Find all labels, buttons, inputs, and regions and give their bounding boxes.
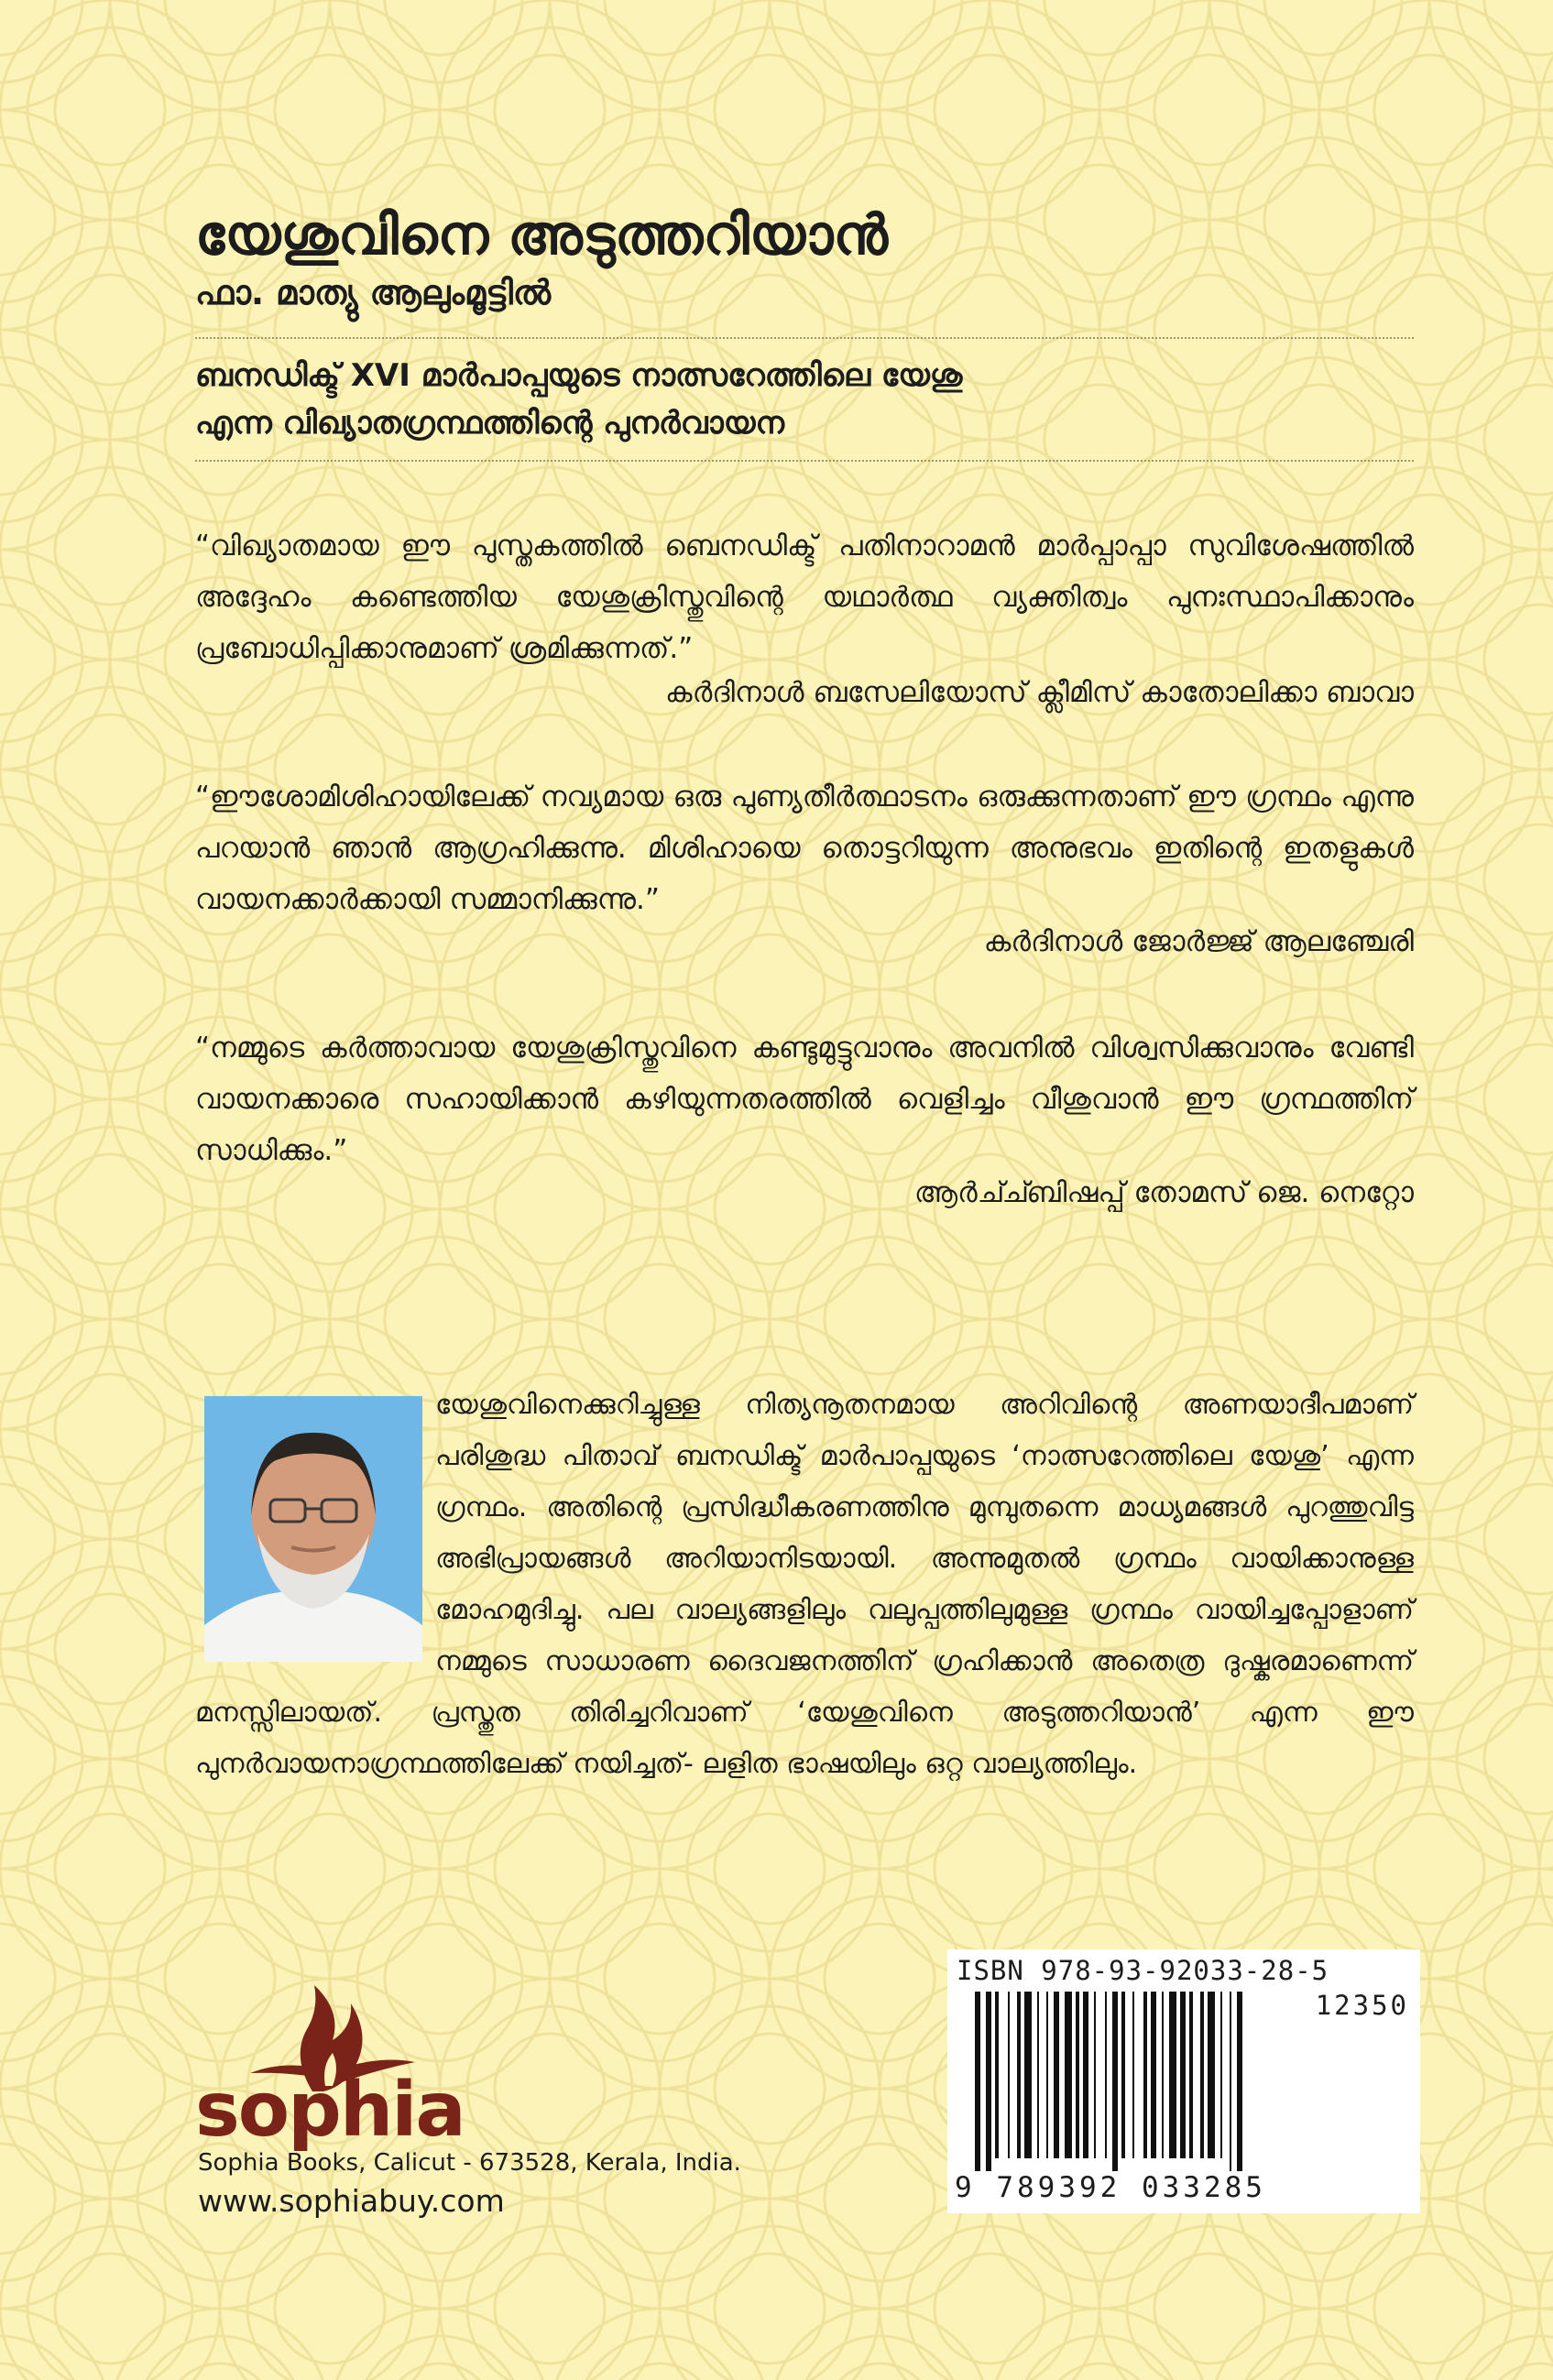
barcode-bar — [1083, 1992, 1088, 2158]
barcode-bar — [1076, 1992, 1079, 2158]
barcode-bar — [1121, 1992, 1125, 2158]
bio-photo-space — [195, 1380, 435, 1687]
quote-2-attribution: കർദിനാൾ ജോർജ്ജ് ആലഞ്ചേരി — [983, 925, 1414, 958]
book-author: ഫാ. മാത്യു ആലുംമൂട്ടിൽ — [195, 273, 552, 312]
barcode-bar — [1037, 1992, 1039, 2158]
publisher-website[interactable]: www.sophiabuy.com — [198, 2183, 505, 2219]
quote-3-attribution: ആർച്ച്ബിഷപ്പ് തോമസ് ജെ. നെറ്റോ — [913, 1176, 1414, 1209]
barcode-bar — [1220, 1992, 1222, 2158]
publisher-address: Sophia Books, Calicut - 673528, Kerala, India. — [198, 2149, 741, 2177]
barcode-bar — [1143, 1992, 1147, 2158]
barcode-bar — [1094, 1992, 1096, 2158]
barcode-bar — [986, 1992, 991, 2171]
isbn-label: ISBN 978-93-92033-28-5 — [957, 1955, 1329, 1986]
bio-text: യേശുവിനെക്കുറിച്ചുള്ള നിത്യനൂതനമായ അറിവിന്റെ അണയാദീപമാണ് പരിശുദ്ധ പിതാവ് ബനഡിക്ട് മാർപാപ്പയുടെ ‘നാത്സറേത്തിലെ യേശു’ എന്ന ഗ്രന്ഥം. അതിന്റെ പ്രസിദ്ധീകരണത്തിനു മുമ്പുതന്നെ മാധ്യമങ്ങൾ പുറത്തുവിട്ട അഭിപ്രായങ്ങൾ അറിയാനിടയായി. അന്നുമുതൽ ഗ്രന്ഥം വായിക്കാനുള്ള മോഹമുദിച്ചു. പല വാല്യങ്ങളിലും വലുപ്പത്തിലുമുള്ള ഗ്രന്ഥം വായിച്ചപ്പോളാണ് നമ്മുടെ സാധാരണ ദൈവജനത്തിന് ഗ്രഹിക്കാൻ അതെത്ര ദുഷ്കരമാണെന്ന് മനസ്സിലായത്. പ്രസ്തുത തിരിച്ചറിവാണ് ‘യേശുവിനെ അടുത്തറിയാൻ’ എന്ന ഈ പുനർവായനാഗ്രന്ഥത്തിലേക്ക് നയിച്ചത്- ലളിത ഭാഷയിലും ഒറ്റ വാല്യത്തിലും. — [195, 1389, 1414, 1780]
barcode-bar — [1180, 1992, 1186, 2158]
barcode-bar — [1162, 1992, 1164, 2158]
barcode-bar — [1189, 1992, 1193, 2158]
author-bio — [195, 1380, 1414, 1790]
subtitle-line-1: ബനഡിക്ട് XVI മാർപാപ്പയുടെ നാത്സറേത്തിലെ യേശു — [195, 357, 963, 394]
barcode-bar — [1200, 1992, 1204, 2158]
divider — [195, 460, 1414, 462]
barcode-bar — [1008, 1992, 1010, 2158]
barcode-bar — [1230, 1992, 1231, 2171]
quote-1-text: “വിഖ്യാതമായ ഈ പുസ്തകത്തിൽ ബെനഡിക്ട് പതിനാറാമൻ മാർപ്പാപ്പാ സുവിശേഷത്തിൽ അദ്ദേഹം കണ്ടെത്തിയ യേശുക്രിസ്തുവിന്റെ യഥാർത്ഥ വ്യക്തിത്വം പുനഃസ്ഥാപിക്കാനും പ്രബോധിപ്പിക്കാനുമാണ് ശ്രമിക്കുന്നത്.” — [195, 529, 1414, 665]
subtitle-line-2: എന്ന വിഖ്യാതഗ്രന്ഥത്തിന്റെ പുനർവായന — [195, 405, 785, 442]
barcode-bar — [1046, 1992, 1048, 2158]
barcode-bar — [1024, 1992, 1032, 2158]
barcode-bar — [1017, 1992, 1021, 2158]
divider — [195, 337, 1414, 339]
barcode-bars — [975, 1992, 1268, 2171]
barcode-bar — [1132, 1992, 1134, 2158]
barcode-bar — [1065, 1992, 1072, 2158]
publisher-logo — [195, 1983, 479, 2154]
ean-digits: 9 789392 033285 — [955, 2171, 1266, 2204]
quote-1-attribution: കർദിനാൾ ബസേലിയോസ് ക്ലീമിസ് കാതോലിക്കാ ബാവാ — [665, 676, 1414, 709]
book-title: യേശുവിനെ അടുത്തറിയാൻ — [195, 203, 889, 267]
quote-2-text: “ഈശോമിശിഹായിലേക്ക് നവ്യമായ ഒരു പുണ്യതീർത്ഥാടനം ഒരുക്കുന്നതാണ് ഈ ഗ്രന്ഥം എന്നു പറയാൻ ഞാൻ ആഗ്രഹിക്കുന്നു. മിശിഹായെ തൊട്ടറിയുന്ന അനുഭവം ഇതിന്റെ ഇതളുകൾ വായനക്കാർക്കായി സമ്മാനിക്കുന്നു.” — [195, 781, 1414, 916]
quote-3-text: “നമ്മുടെ കർത്താവായ യേശുക്രിസ്തുവിനെ കണ്ടുമുട്ടുവാനും അവനിൽ വിശ്വസിക്കുവാനും വേണ്ടി വായനക്കാരെ സഹായിക്കാൻ കഴിയുന്നതരത്തിൽ വെളിച്ചം വീശുവാൻ ഈ ഗ്രന്ഥത്തിന് സാധിക്കും.” — [195, 1032, 1414, 1167]
barcode-bar — [975, 1992, 980, 2171]
isbn-price-code: 12350 — [1315, 1990, 1409, 2021]
barcode-bar — [1054, 1992, 1059, 2158]
barcode-bar — [1151, 1992, 1156, 2158]
barcode-bar — [1105, 1992, 1107, 2158]
barcode-bar — [1237, 1992, 1242, 2171]
barcode-bar — [1169, 1992, 1176, 2158]
barcode-bar — [1112, 1992, 1118, 2171]
publisher-logo-text: sophia — [195, 2067, 465, 2154]
barcode-bar — [1208, 1992, 1215, 2158]
isbn-barcode — [947, 1949, 1420, 2213]
barcode-bar — [995, 1992, 999, 2158]
